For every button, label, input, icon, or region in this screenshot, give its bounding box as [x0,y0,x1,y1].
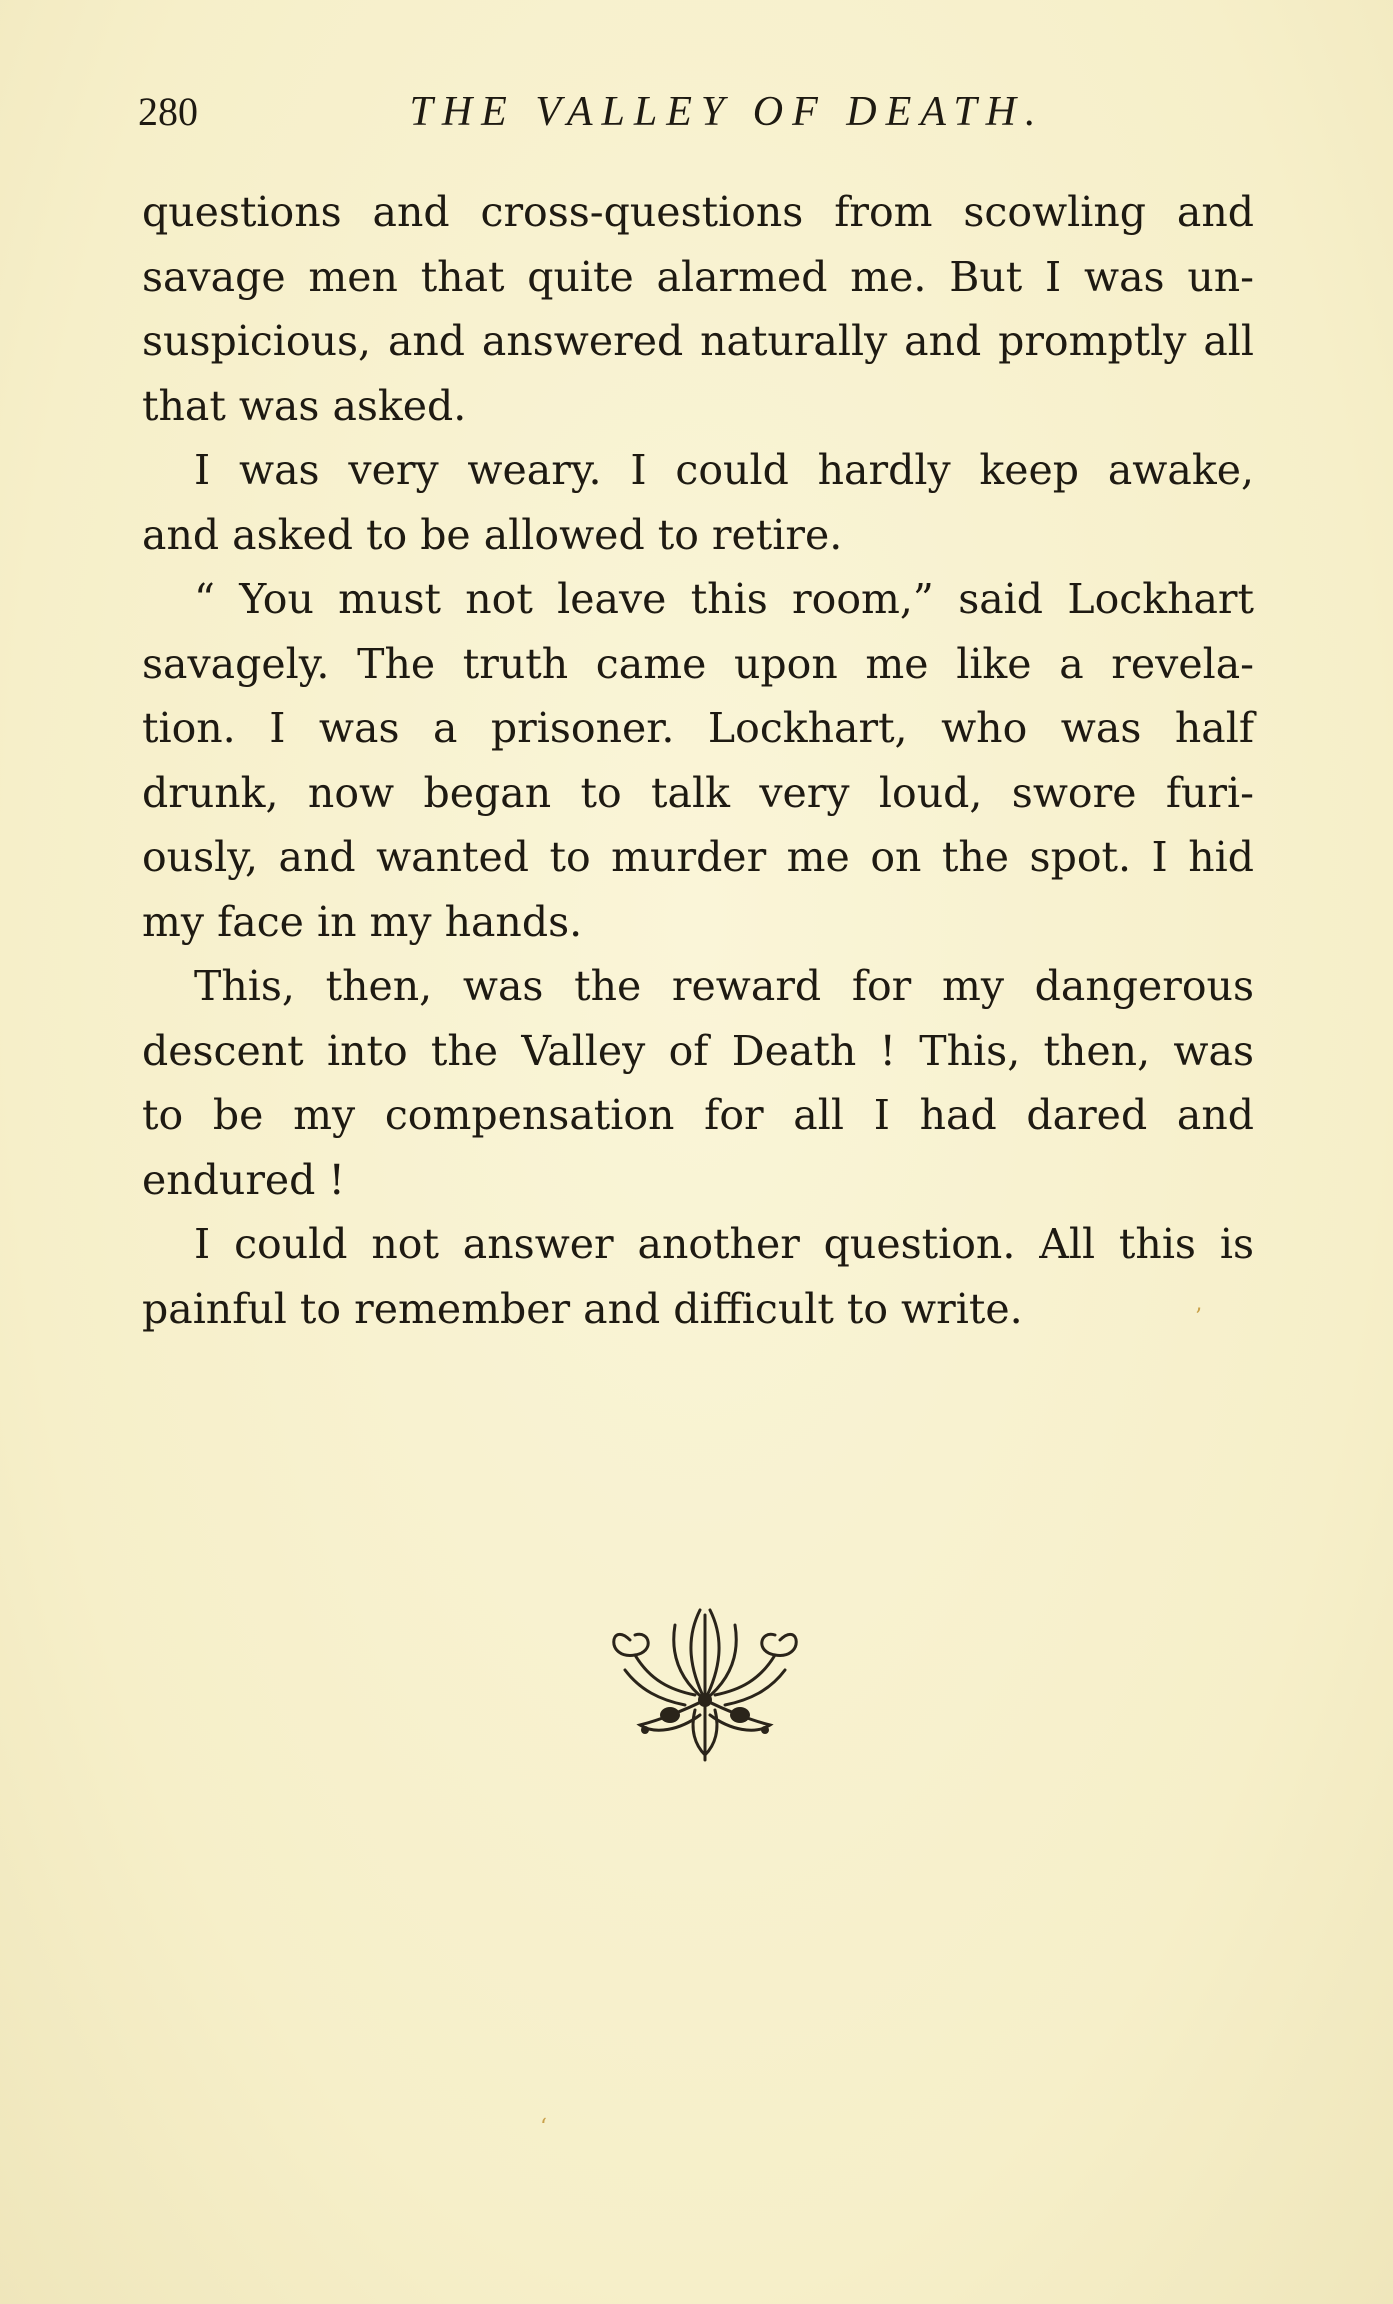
page-number: 280 [138,89,198,134]
floral-tailpiece-icon [600,1600,810,1770]
text-line: descent into the Valley of Death ! This, then, was [142,1026,1254,1075]
text-line: savagely. The truth came upon me like a revela- [142,639,1254,688]
text-line: to be my compensation for all I had dared and [142,1091,1254,1139]
text-line: painful to remember and difficult to write. [142,1284,1023,1333]
text-line: drunk, now began to talk very loud, swore furi- [142,768,1254,817]
text-line: tion. I was a prisoner. Lockhart, who was half [142,704,1254,752]
text-line: This, then, was the reward for my dangerous [194,962,1254,1010]
paper-speck: ‘ [540,2115,547,2140]
text-line: ously, and wanted to murder me on the spot. I hid [142,833,1254,881]
text-line: suspicious, and answered naturally and promptly all [142,317,1254,365]
text-line: “ You must not leave this room,” said Lockhart [194,575,1254,623]
text-line: I was very weary. I could hardly keep awake, [194,446,1254,494]
text-line: I could not answer another question. All this is [194,1220,1254,1268]
body-text [142,180,1254,1341]
text-line: questions and cross-questions from scowling and [142,188,1254,236]
text-line: that was asked. [142,381,467,430]
text-line: my face in my hands. [142,897,583,946]
running-title: THE VALLEY OF DEATH. [409,89,1045,135]
text-line: and asked to be allowed to retire. [142,510,843,559]
text-line: savage men that quite alarmed me. But I was un- [142,252,1254,301]
text-line: endured ! [142,1155,345,1204]
paper-speck: ’ [1195,1305,1202,1330]
page-header [138,88,1256,148]
